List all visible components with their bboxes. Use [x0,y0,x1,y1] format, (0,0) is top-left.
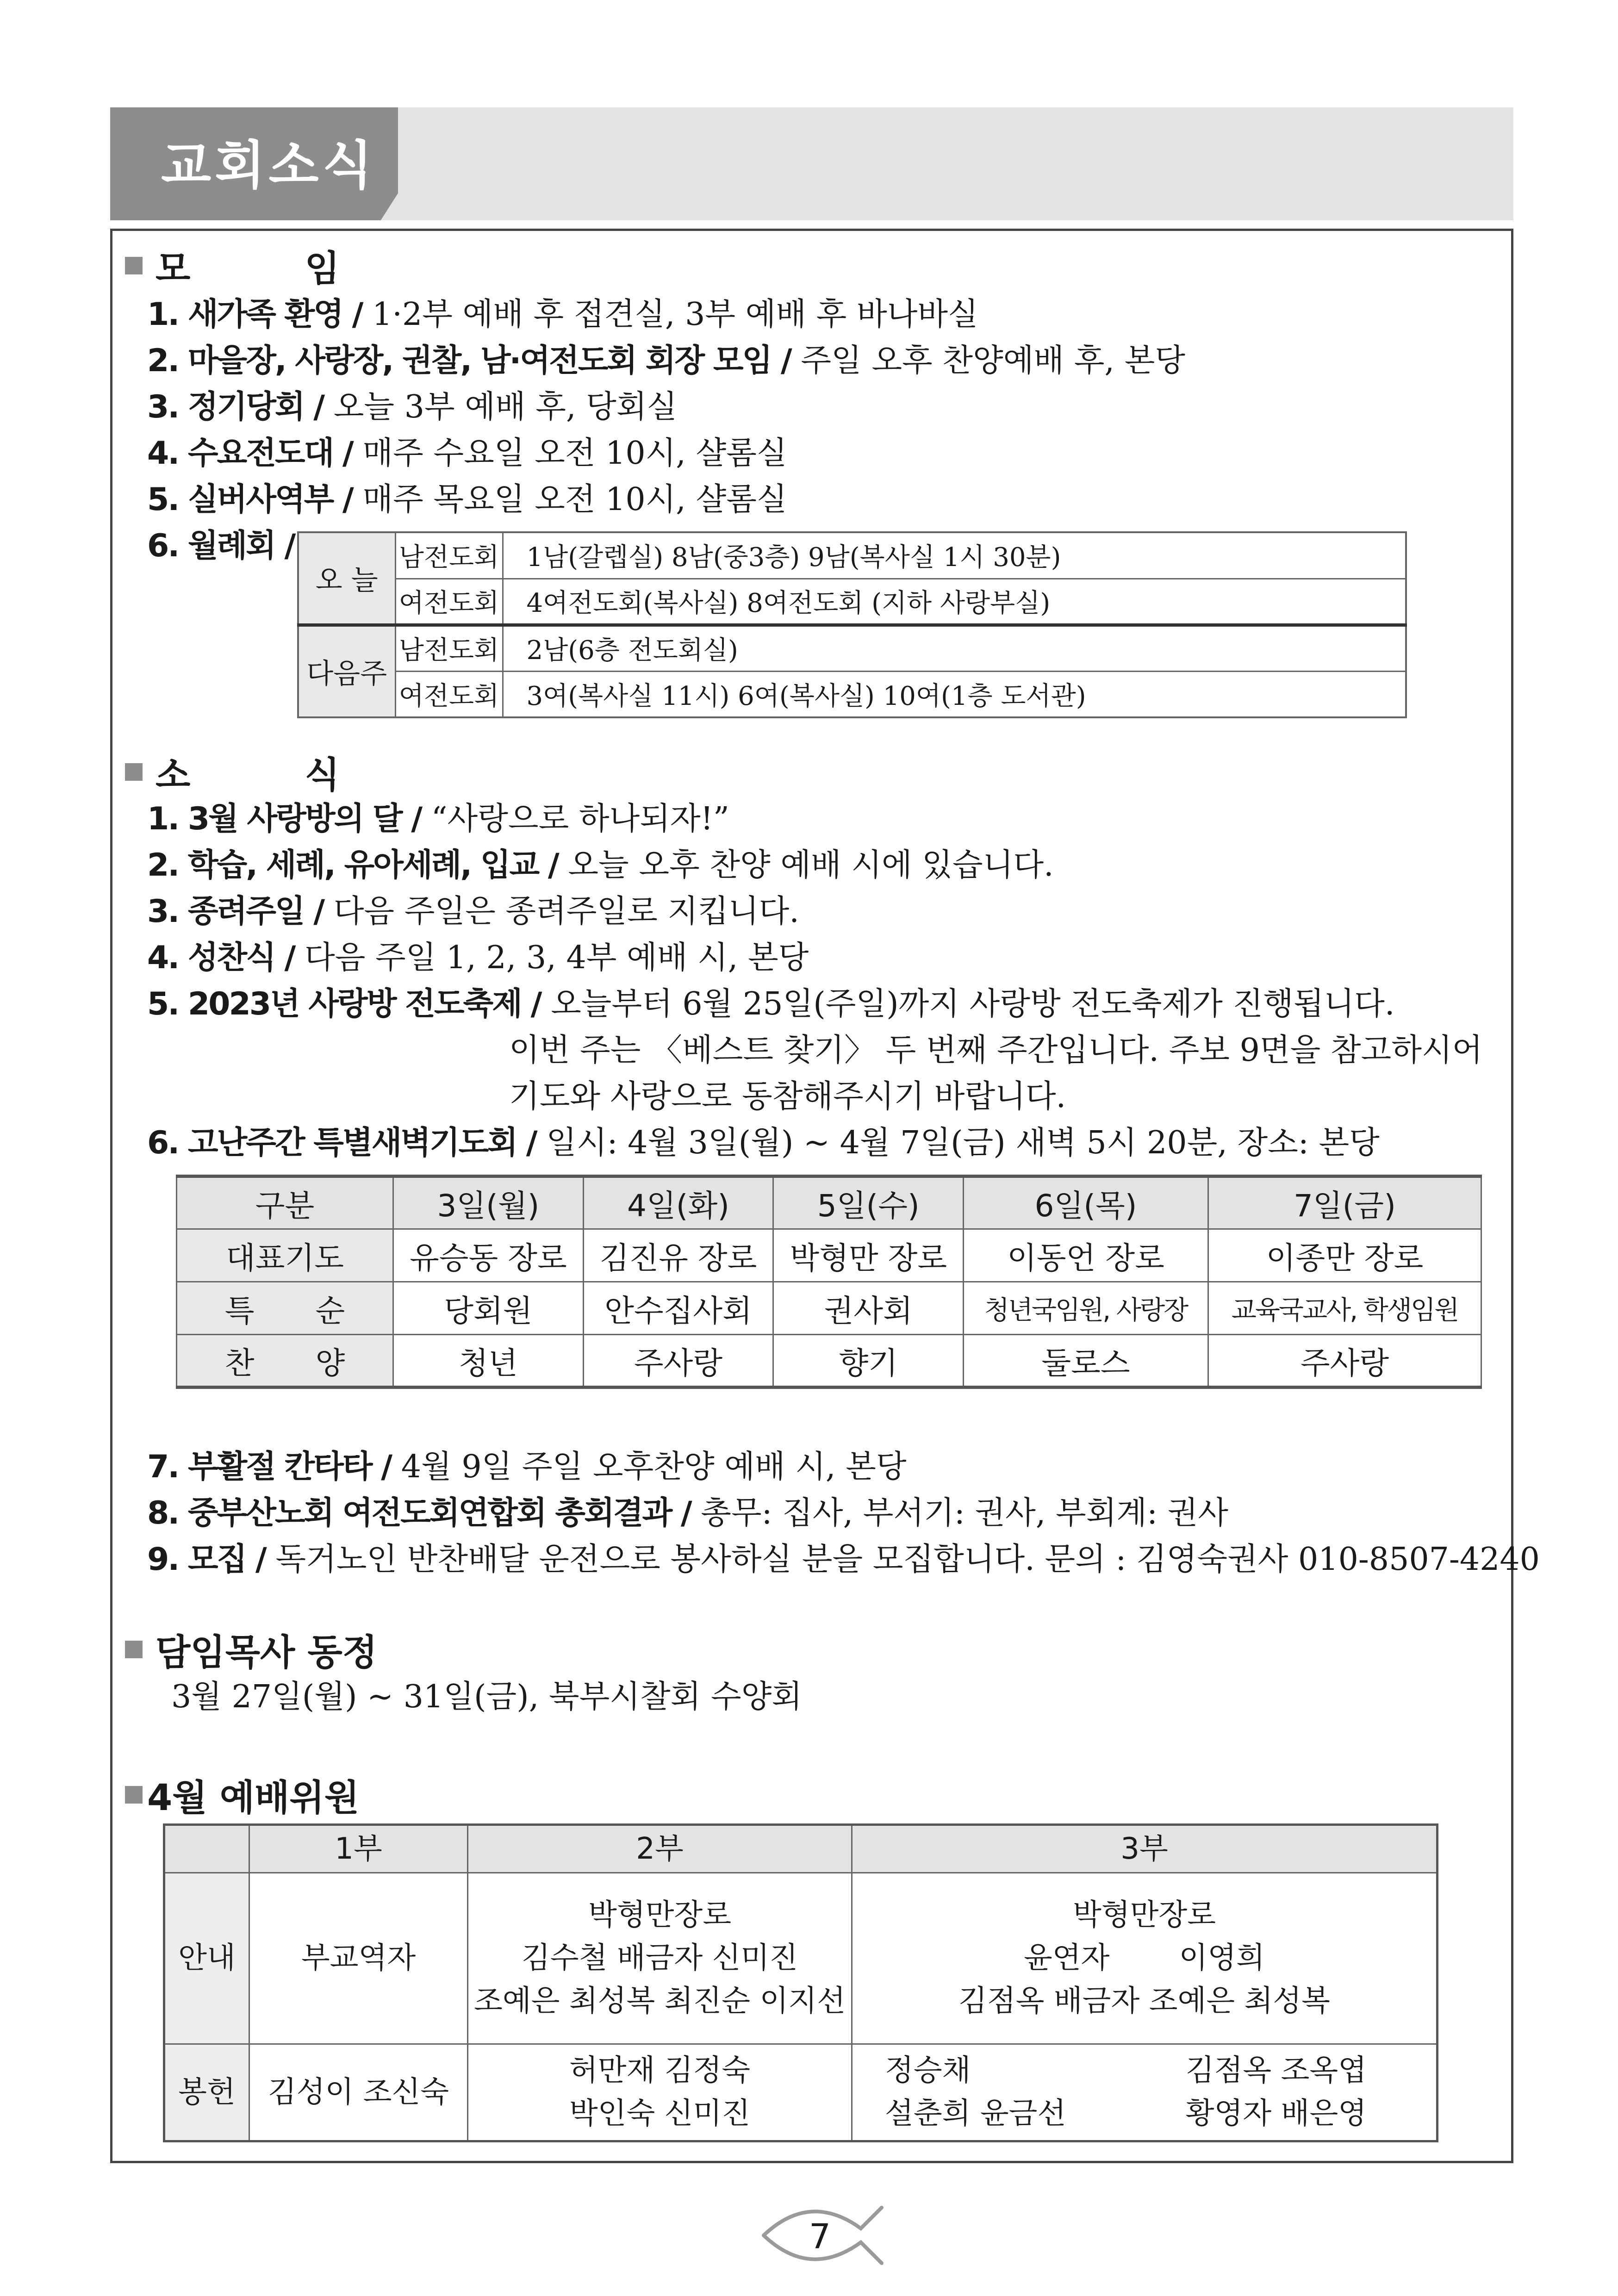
table-cell: 2남(6층 전도회실) [503,625,1406,671]
table-header-cell: 구분 [177,1176,393,1229]
table-row [298,671,1406,717]
list-item: 3. 종려주일 / 다음 주일은 종려주일로 지킵니다. [147,893,799,930]
table-cell: 허만재 김정숙 박인숙 신미진 [468,2044,852,2141]
table-cell: 여전도회 [395,579,503,625]
table-cell: 이동언 장로 [964,1229,1208,1282]
square-bullet-icon [125,1641,143,1658]
table-row [177,1335,1481,1388]
table-row [177,1282,1481,1335]
table-header-cell [164,1825,249,1873]
table-row [164,2044,1438,2141]
table-header-cell: 6일(목) [964,1176,1208,1229]
table-row [177,1229,1481,1282]
table-cell: 청년 [393,1335,584,1388]
prayer-schedule-table [176,1175,1482,1389]
list-item: 2. 마을장, 사랑장, 권찰, 남·여전도회 회장 모임 / 주일 오후 찬양예배 후, 본당 [147,342,1185,379]
table-cell: 청년국임원, 사랑장 [964,1282,1208,1335]
list-item: 7. 부활절 칸타타 / 4월 9일 주일 오후찬양 예배 시, 본당 [147,1449,907,1485]
table-cell: 부교역자 [249,1873,468,2044]
table-cell: 이종만 장로 [1208,1229,1481,1282]
table-header-cell: 2부 [468,1825,852,1873]
page-number: 7 [809,2217,831,2257]
list-item-continuation: 이번 주는 〈베스트 찾기〉 두 번째 주간입니다. 주보 9면을 참고하시어 [509,1032,1483,1069]
table-cell: 박형만장로 윤연자 이영희 김점옥 배금자 조예은 최성복 [852,1873,1438,2044]
list-item-continuation: 기도와 사랑으로 동참해주시기 바랍니다. [509,1078,1066,1115]
table-cell: 남전도회 [395,532,503,579]
table-cell: 김성이 조신숙 [249,2044,468,2141]
square-bullet-icon [125,257,143,274]
list-item: 6. 고난주간 특별새벽기도회 / 일시: 4월 3일(월) ~ 4월 7일(금) 새벽 5시 20분, 장소: 본당 [147,1125,1380,1161]
table-cell: 3여(복사실 11시) 6여(복사실) 10여(1층 도서관) [503,671,1406,717]
table-header-cell: 4일(화) [583,1176,773,1229]
section-heading-news: 소 식 [125,746,391,798]
table-cell: 1남(갈렙실) 8남(중3층) 9남(복사실 1시 30분) [503,532,1406,579]
list-item: 1. 새가족 환영 / 1·2부 예배 후 접견실, 3부 예배 후 바나바실 [147,296,978,333]
table-cell: 대표기도 [177,1229,393,1282]
table-cell: 주사랑 [583,1335,773,1388]
table-header-cell: 5일(수) [773,1176,964,1229]
table-cell: 박형만장로 김수철 배금자 신미진 조예은 최성복 최진순 이지선 [468,1873,852,2044]
list-item: 4. 수요전도대 / 매주 수요일 오전 10시, 샬롬실 [147,435,787,472]
table-cell: 김진유 장로 [583,1229,773,1282]
list-item: 5. 실버사역부 / 매주 목요일 오전 10시, 샬롬실 [147,481,787,518]
table-cell: 유승동 장로 [393,1229,584,1282]
page-title: 교회소식 [161,136,376,196]
table-cell: 정승채 김점옥 조옥엽 설춘희 윤금선 황영자 배은영 [852,2044,1438,2141]
table-cell: 권사회 [773,1282,964,1335]
table-header-cell: 3일(월) [393,1176,584,1229]
table-header-row [177,1176,1481,1229]
square-bullet-icon [125,763,143,781]
table-cell: 4여전도회(복사실) 8여전도회 (지하 사랑부실) [503,579,1406,625]
table-header-cell: 3부 [852,1825,1438,1873]
list-item: 3. 정기당회 / 오늘 3부 예배 후, 당회실 [147,389,678,425]
table-cell: 봉헌 [164,2044,249,2141]
list-item: 5. 2023년 사랑방 전도축제 / 오늘부터 6월 25일(주일)까지 사랑방 전도축제가 진행됩니다. [147,986,1395,1022]
list-item: 6. 월례회 / [147,528,295,564]
table-cell: 여전도회 [395,671,503,717]
table-cell: 당회원 [393,1282,584,1335]
list-item: 4. 성찬식 / 다음 주일 1, 2, 3, 4부 예배 시, 본당 [147,940,809,976]
table-cell: 안수집사회 [583,1282,773,1335]
table-cell: 찬 양 [177,1335,393,1388]
table-cell: 향기 [773,1335,964,1388]
table-header-cell: 7일(금) [1208,1176,1481,1229]
table-row [298,532,1406,579]
table-cell: 박형만 장로 [773,1229,964,1282]
table-cell: 교육국교사, 학생임원 [1208,1282,1481,1335]
list-item: 2. 학습, 세례, 유아세례, 입교 / 오늘 오후 찬양 예배 시에 있습니다. [147,847,1054,884]
square-bullet-icon [125,1786,143,1804]
table-row [298,579,1406,625]
table-cell: 둘로스 [964,1335,1208,1388]
table-header-row [164,1825,1438,1873]
section-heading-meetings: 모 임 [125,240,391,292]
list-item: 1. 3월 사랑방의 달 / “사랑으로 하나되자!” [147,801,729,837]
list-item: 9. 모집 / 독거노인 반찬배달 운전으로 봉사하실 분을 모집합니다. 문의 : 김영숙권사 010-8507-4240 [147,1541,1540,1578]
pastor-schedule: 3월 27일(월) ~ 31일(금), 북부시찰회 수양회 [171,1679,803,1715]
section-heading-pastor: 담임목사 동정 [125,1624,377,1675]
table-cell: 특 순 [177,1282,393,1335]
table-cell: 다음주 [298,625,395,717]
list-item: 8. 중부산노회 여전도회연합회 총회결과 / 총무: 집사, 부서기: 권사, 부회계: 권사 [147,1495,1228,1531]
table-cell: 남전도회 [395,625,503,671]
table-row [164,1873,1438,2044]
table-row [298,625,1406,671]
wollye-table [297,531,1407,718]
table-cell: 오 늘 [298,532,395,625]
table-cell: 주사랑 [1208,1335,1481,1388]
april-worship-table [163,1823,1438,2142]
section-heading-april: 4월 예배위원 [125,1769,359,1821]
table-header-cell: 1부 [249,1825,468,1873]
table-cell: 안내 [164,1873,249,2044]
